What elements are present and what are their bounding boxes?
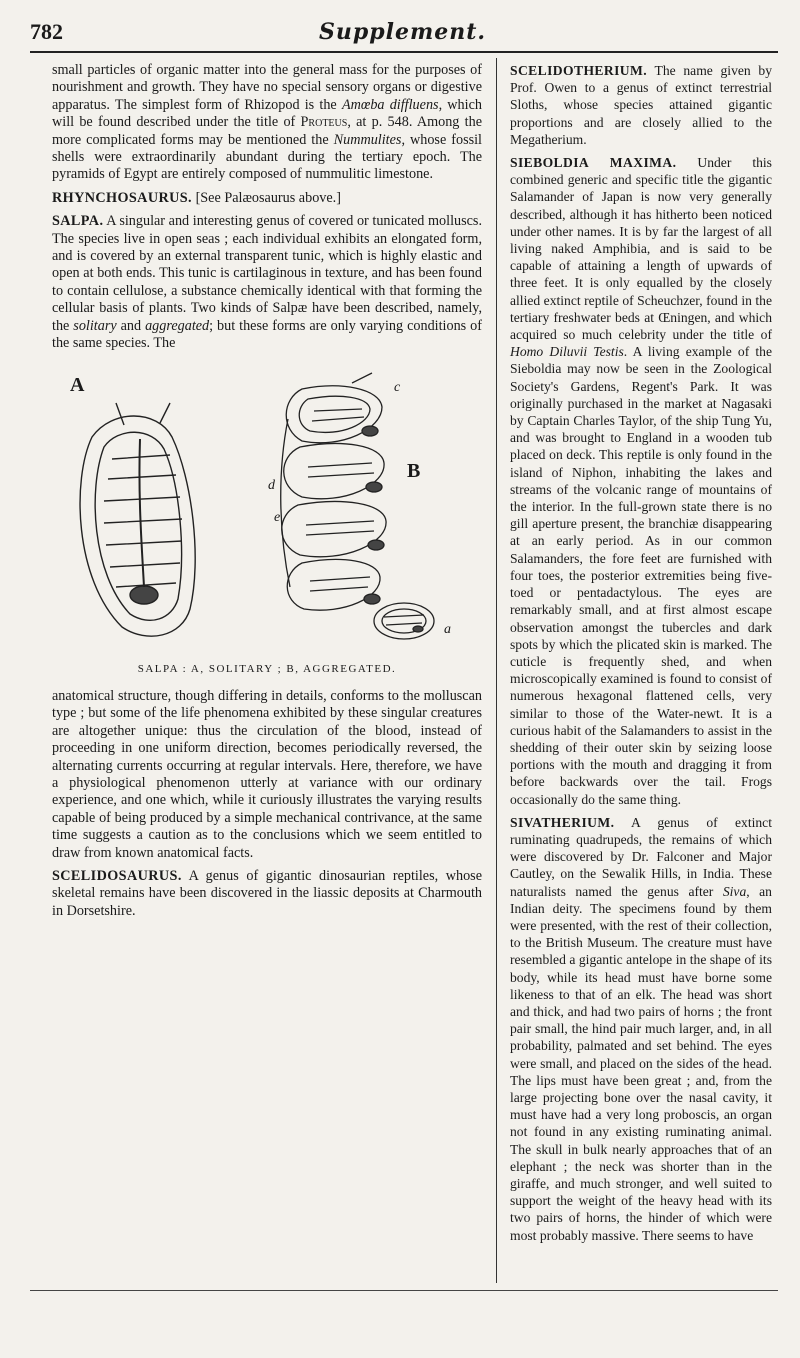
column-divider xyxy=(496,58,497,1283)
figure-label-b: B xyxy=(407,459,421,482)
rhizopod-paragraph: small particles of organic matter into the general mass for the purposes of nourishment and growth. They have no special sensory organs or digestive apparatus. The simplest form of Rhizopod is the Amœba diffluens, which will be found described under the title of Proteus, at p. 548. Among the more complicated forms may be mentioned the Nummulites, whose fossil shells were extraordinarily abundant during the tertiary epoch. The pyramids of Egypt are entirely composed of nummulitic limestone. xyxy=(52,62,483,183)
headword: SCELIDOSAURUS. xyxy=(52,867,182,884)
figure-label-a-lower: a xyxy=(444,621,451,637)
entry-sieboldia-maxima: SIEBOLDIA MAXIMA. Under this combined generic and specific title the gigantic Salamander of Japan is now very generally described, although it has hitherto been noticed under other names. It is by far the largest of all living naked Amphibia, and is said to be capable of attaining a length of upwards of three feet. It is only equalled by the closely allied extinct reptile of Scheuchzer, found in the tertiary freshwater beds at Œningen, and which acquired so much celebrity under the title of Homo Diluvii Testis. A living example of the Sieboldia may now be seen in the Zoological Society's Gardens, Regent's Park. It was originally purchased in the market at Nagasaki by Captain Charles Taylor, of the ship Tung Yu, and was brought to England in a wooden tub placed on deck. This reptile is only found in the island of Niphon, inhabiting the lakes and streams of the volcanic range of mountains of the interior. In the full-grown state there is no gill aperture present, the branchiæ disappearing at an early period. As in our common Salamanders, the fore feet are furnished with four toes, the posterior extremities being five-toed or pentadactylous. The eyes are remarkably small, and at first almost escape observation amongst the tubercles and dark spots by which the plicated skin is marked. The cuticle is frequently shed, and when microscopically examined is found to consist of numerous hexagonal flattened cells, very similar to those of the Water-newt. It is a curious habit of the Salamanders to assist in the shedding of their outer skin by seizing loose portions with the mouth and dragging it from before backwards over the tail. Frogs occasionally do the same thing. xyxy=(510,155,772,807)
entry-scelidosaurus: SCELIDOSAURUS. A genus of gigantic dinosaurian reptiles, whose skeletal remains have been discovered in the liassic deposits at Charmouth in Dorsetshire. xyxy=(52,867,482,919)
right-column xyxy=(510,62,772,1250)
page-header xyxy=(30,14,775,50)
figure-label-e: e xyxy=(274,509,281,525)
salpa-illustration xyxy=(52,359,482,657)
running-title: Supplement. xyxy=(318,19,487,45)
figure-label-c: c xyxy=(394,379,401,395)
footer-rule xyxy=(30,1290,778,1291)
entry-sivatherium: SIVATHERIUM. A genus of extinct ruminating quadrupeds, the remains of which were discovered by Dr. Falconer and Major Cautley, on the Sewalik Hills, in India. These naturalists named the genus after Siva, an Indian deity. The specimens found by them were presented, with the rest of their collection, to the British Museum. The creature must have resembled a gigantic antelope in the shape of its body, while its head must have borne some likeness to that of an elk. The head was short and thick, and had two pairs of horns ; the front pair small, the hind pair much larger, and, in all probability, palmated and set behind. The eyes were small, and placed on the sides of the head. The lips must have been great ; and, from the large projecting bone over the nasal cavity, it must have had a very long proboscis, an organ not found in any existing ruminating animal. The skull in bulk nearly approaches that of an elephant ; the neck was shorter than in the giraffe, and much stronger, and well suited to support the weight of the heavy head with its two pairs of horns, the hinder of which were most probably massive. There seems to have xyxy=(510,814,772,1243)
figure-label-d: d xyxy=(268,477,275,493)
page-number: 782 xyxy=(30,19,63,44)
single-zooid-drawing xyxy=(374,603,434,639)
entry-scelidotherium: SCELIDOTHERIUM. The name given by Prof. Owen to a genus of extinct terrestrial Sloths, whose species attained gigantic proportions and are closely allied to the Megatherium. xyxy=(510,63,772,147)
salpa-continued-paragraph: anatomical structure, though differing in details, conforms to the molluscan type ; but some of the life phenomena exhibited by these singular creatures are altogether unique: thus the circulation of the blood, instead of proceeding in one uniform direction, becomes periodically reversed, the alternating currents occurring at regular intervals. Here, therefore, we have a physiological phenomenon utterly at variance with our ordinary experience, and one which, while it curiously illustrates the varying results capable of being produced by a simple mechanical contrivance, at the same time suggests a caution as to the conclusions which we seem entitled to draw from known anatomical facts. xyxy=(52,687,482,861)
entry-salpa: SALPA. A singular and interesting genus of covered or tunicated molluscs. The species live in open seas ; each individual exhibits an elongated form, and is covered by an external transparent tunic, which is highly elastic and open at both ends. This tunic is cartilaginous in texture, and has been found to contain cellulose, a substance chemically identical with that forming the cellular basis of plants. Two kinds of Salpæ have been described, namely, the solitary and aggregated; but these forms are only varying conditions of the same species. The xyxy=(52,213,482,352)
aggregated-salpa-drawing xyxy=(281,373,386,610)
left-column xyxy=(52,62,482,926)
figure-caption: SALPA : A, SOLITARY ; B, AGGREGATED. xyxy=(137,662,397,675)
headword: SCELIDOTHERIUM. xyxy=(510,63,648,78)
headword: RHYNCHOSAURUS. xyxy=(52,189,193,206)
headword: SIVATHERIUM. xyxy=(510,814,615,830)
header-rule xyxy=(30,51,778,53)
solitary-salpa-drawing xyxy=(80,403,195,636)
entry-rhynchosaurus: RHYNCHOSAURUS. [See Palæosaurus above.] xyxy=(52,189,341,206)
headword: SIEBOLDIA MAXIMA. xyxy=(510,155,677,171)
salpa-engraving xyxy=(52,359,482,657)
headword: SALPA. xyxy=(52,213,104,230)
figure-label-a-upper: A xyxy=(70,373,85,396)
